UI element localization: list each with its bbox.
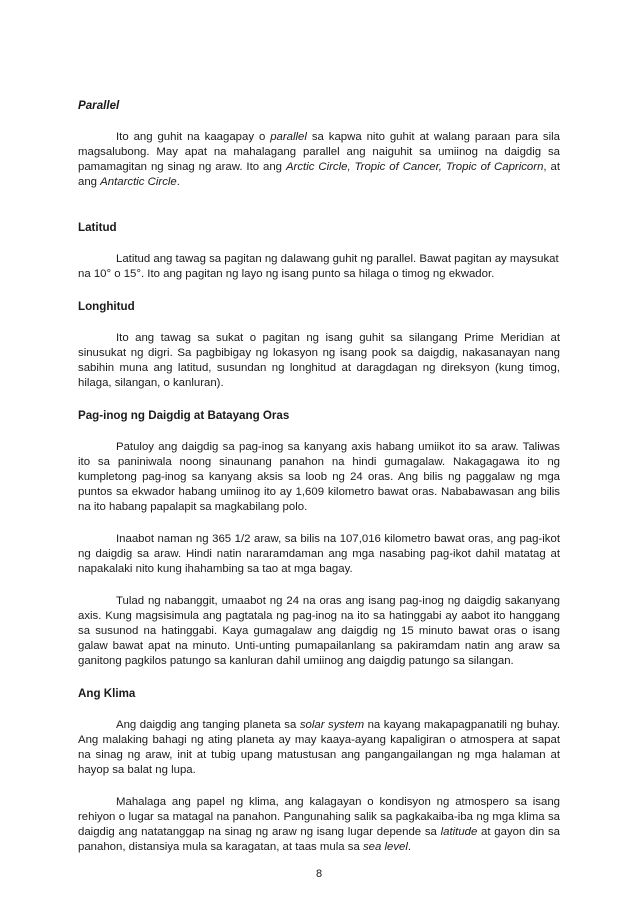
italic-term: Arctic Circle, Tropic of Cancer, Tropic of Capricorn	[285, 161, 544, 173]
text-run: Mahalaga ang papel ng klima, ang kalagayan o kondisyon ng atmospero sa isang rehiyon o lugar sa matagal na panahon. Pangunahing salik sa pagkakaiba-iba ng mga klima sa daigdig ang natatanggap na sinag ng araw ng isang lugar depende sa	[78, 796, 560, 838]
paragraph	[78, 331, 560, 391]
text-run: Ito ang guhit na kaagapay o	[116, 131, 271, 143]
text-run: Ang daigdig ang tanging planeta sa	[116, 719, 300, 731]
text-run: na kayang makapagpanatili ng buhay. Ang malaking bahagi ng ating planeta ay may kaaya-ayang kapaligiran o atmospera at sapat na sinag ng araw, init at tubig upang matustusan ang pangangailangan ng mga halaman at hayop sa balat ng lupa.	[78, 719, 560, 776]
paragraph	[78, 440, 560, 515]
page-number: 8	[315, 868, 323, 880]
heading-longhitud: Longhitud	[78, 300, 135, 313]
text-run: at gayon din sa panahon, distansiya mula sa karagatan, at taas mula sa	[78, 826, 560, 853]
heading-pag-inog: Pag-inog ng Daigdig at Batayang Oras	[78, 409, 290, 422]
text-run: Tulad ng nabanggit, umaabot ng 24 na oras ang isang pag-inog ng daigdig sakanyang axis. Kung magsisimula ang pagtatala ng pag-inog na ito sa hatinggabi ay aabot ito hanggang sa susunod na hatinggabi. Kaya gumagalaw ang daigdig ng 15 minuto bawat oras o isang galaw bawat apat na minuto. Unti-unting pumapailanlang sa pakiramdam natin ang araw sa ganitong pagkilos patungo sa kanluran dahil umiinog ang daigdig patungo sa silangan.	[78, 595, 560, 667]
text-run: , at ang	[78, 161, 560, 188]
document-page	[78, 98, 560, 872]
heading-latitud: Latitud	[78, 221, 117, 234]
italic-term: solar system	[299, 719, 365, 731]
text-run: sa kapwa nito guhit at walang paraan para sila magsalubong. May apat na mahalagang parallel ang naiguhit sa umiinog na daigdig sa pamamagitan ng sinag ng araw. Ito ang	[78, 131, 560, 173]
italic-term: latitude	[440, 826, 478, 838]
heading-ang-klima: Ang Klima	[78, 687, 136, 700]
text-run: Ito ang tawag sa sukat o pagitan ng isang guhit sa silangang Prime Meridian at sinusukat ng digri. Sa pagbibigay ng lokasyon ng isang pook sa daigdig, nakasanayan nang sabihin muna ang latitud, susundan ng longhitud at daragdagan ng direksyon (kung timog, hilaga, silangan, o kanluran).	[78, 332, 560, 389]
text-run: Patuloy ang daigdig sa pag-inog sa kanyang axis habang umiikot ito sa araw. Taliwas ito sa paniniwala noong sinaunang panahon na hindi gumagalaw. Nakagagawa ito ng kumpletong pag-inog sa kanyang aksis sa loob ng 24 oras. Ang bilis ng paggalaw ng mga puntos sa ekwador habang umiinog ito ay 1,609 kilometro bawat oras. Nababawasan ang bilis na ito habang papalapit sa magkabilang polo.	[78, 441, 560, 513]
italic-term: sea level	[362, 841, 408, 853]
text-run: .	[407, 841, 412, 853]
heading-parallel: Parallel	[78, 99, 120, 112]
italic-term: Antarctic Circle	[100, 176, 177, 188]
paragraph	[78, 594, 560, 669]
paragraph	[78, 718, 560, 778]
text-run: Inaabot naman ng 365 1/2 araw, sa bilis na 107,016 kilometro bawat oras, ang pag-ikot ng daigdig sa araw. Hindi natin nararamdaman ang mga nasabing pag-ikot dahil matatag at napakalaki nito kung ihahambing sa tao at mga bagay.	[78, 533, 560, 575]
italic-term: parallel	[270, 131, 307, 143]
paragraph	[78, 130, 560, 190]
text-run: .	[176, 176, 180, 188]
paragraph	[78, 532, 560, 577]
text-run: Latitud ang tawag sa pagitan ng dalawang guhit ng parallel. Bawat pagitan ay maysukat na 10° o 15°. Ito ang pagitan ng layo ng isang punto sa hilaga o timog ng ekwador.	[78, 253, 559, 280]
paragraph	[78, 252, 560, 282]
paragraph	[78, 795, 560, 855]
